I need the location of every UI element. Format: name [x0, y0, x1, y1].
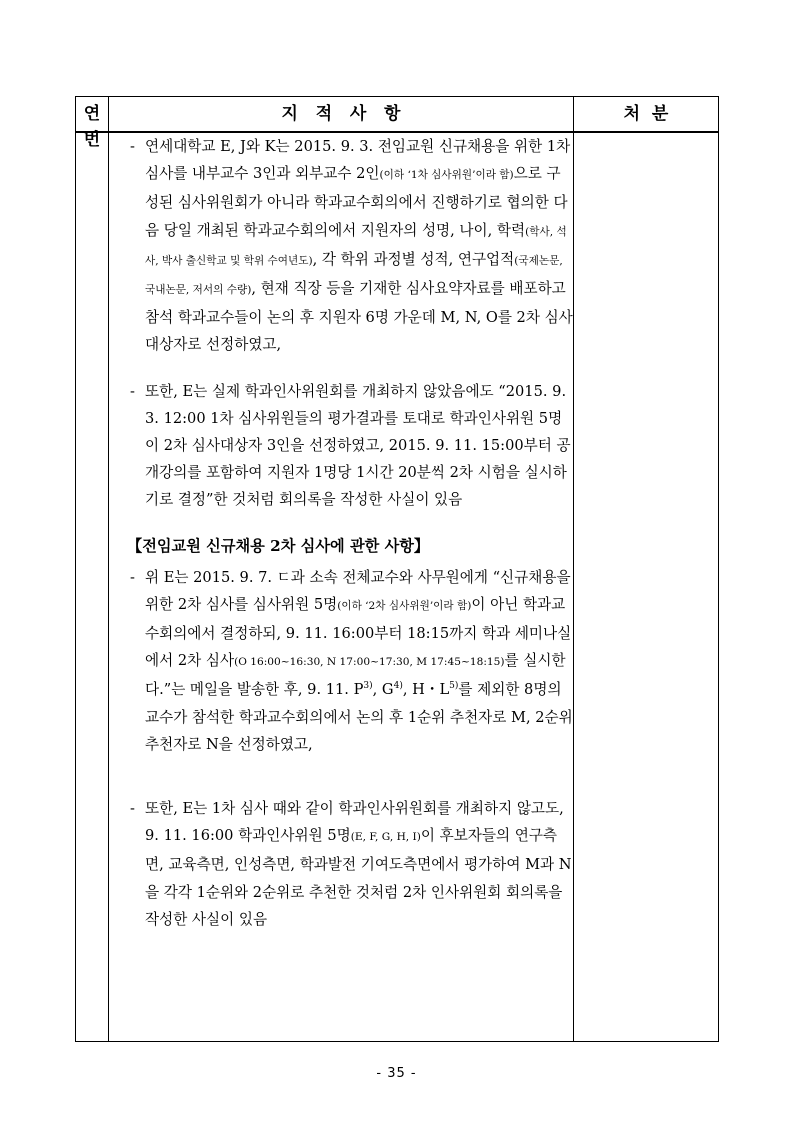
- header-serial-number: 연번: [83, 104, 101, 150]
- footnote-ref: 3): [363, 681, 373, 692]
- footnote-ref: 5): [449, 681, 459, 692]
- finding-paragraph-1: - 연세대학교 E, J와 K는 2015. 9. 3. 전임교원 신규채용을 위한 1차 심사를 내부교수 3인과 외부교수 2인(이하 ‘1차 심사위원’이라 함)으로 구성된 심사위원회가 아니라 학과교수회의에서 진행하기로 협의한 다음 당일 개최된 학과교수회의에서 지원자의 성명, 나이, 학력(학사, 석사, 박사 출신학교 및 학위 수여년도), 각 학위 과정별 성적, 연구업적(국제논문, 국내논문, 저서의 수량), 현재 직장 등을 기재한 심사요약자료를 배포하고 참석 학과교수들이 논의 후 지원자 6명 가운데 M, N, O를 2차 심사대상자로 선정하였고,: [120, 133, 574, 359]
- finding-paragraph-4: - 또한, E는 1차 심사 때와 같이 학과인사위원회를 개최하지 않고도, 9. 11. 16:00 학과인사위원 5명(E, F, G, H, I)이 후보자들의 연구측면, 교육측면, 인성측면, 학과발전 기여도측면에서 평가하여 M과 N을 각각 1순위와 2순위로 추천한 것처럼 2차 인사위원회 회의록을 작성한 사실이 있음: [120, 795, 574, 933]
- page-number: - 35 -: [376, 1066, 417, 1081]
- bullet-dash: -: [130, 568, 135, 586]
- audit-table: [75, 96, 719, 1042]
- finding-paragraph-2: - 또한, E는 실제 학과인사위원회를 개최하지 않았음에도 “2015. 9. 3. 12:00 1차 심사위원들의 평가결과를 토대로 학과인사위원 5명이 2차 심사대상자 3인을 선정하였고, 2015. 9. 11. 15:00부터 공개강의를 포함하여 지원자 1명당 1시간 20분씩 2차 시험을 실시하기로 결정”한 것처럼 회의록을 작성한 사실이 있음: [120, 378, 574, 514]
- section-heading: 【전임교원 신규채용 2차 심사에 관한 사항】: [127, 536, 430, 555]
- findings-content: [120, 133, 574, 933]
- bullet-dash: -: [130, 800, 135, 818]
- bullet-dash: -: [130, 382, 135, 400]
- bullet-dash: -: [130, 138, 135, 155]
- header-findings: 지 적 사 항: [281, 104, 401, 124]
- finding-paragraph-3: - 위 E는 2015. 9. 7. ㄷ과 소속 전체교수와 사무원에게 “신규채용을 위한 2차 심사를 심사위원 5명(이하 ‘2차 심사위원’이라 함)이 아닌 학과교수회의에서 결정하되, 9. 11. 16:00부터 18:15까지 학과 세미나실에서 2차 심사(O 16:00~16:30, N 17:00~17:30, M 17:45~18:15)를 실시한다.”는 메일을 발송한 후, 9. 11. $P^{3)}$, $G^{4)}$, H・$L^{5)}$를 제외한 8명의 교수가 참석한 학과교수회의에서 논의 후 1순위 추천자로 M, 2순위 추천자로 N을 선정하였고,: [120, 564, 574, 758]
- column-divider: [108, 97, 109, 1041]
- footnote-ref: 4): [393, 681, 403, 692]
- header-disposition: 처 분: [623, 104, 669, 124]
